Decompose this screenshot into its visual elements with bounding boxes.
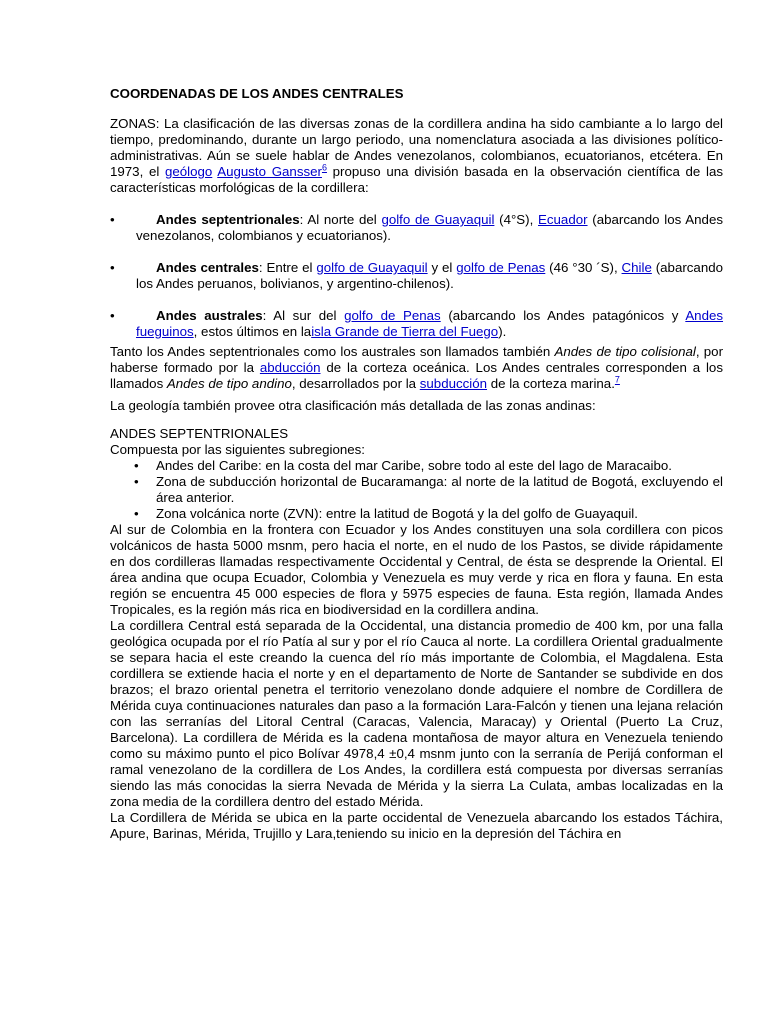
list-item (110, 458, 723, 474)
list-item (110, 506, 723, 522)
zone-text: (46 °30 ´S), (545, 260, 622, 275)
list-item-australes (110, 308, 723, 340)
document-title: COORDENADAS DE LOS ANDES CENTRALES (110, 86, 404, 101)
link-golfo-guayaquil[interactable]: golfo de Guayaquil (316, 260, 428, 275)
document-body (110, 86, 723, 842)
link-golfo-penas[interactable]: golfo de Penas (344, 308, 441, 323)
intro-text-3: propuso una división basada en la observación científica de las características morfológicas de la cordillera: (110, 164, 723, 195)
bullet-marker: • (110, 260, 115, 275)
footnote-ref-6[interactable]: 6 (321, 162, 327, 173)
zone-name: Andes septentrionales (156, 212, 300, 227)
para-text: de la corteza oceánica. Los Andes centrales corresponden a los llamados (110, 360, 723, 391)
body-paragraph: Al sur de Colombia en la frontera con Ecuador y los Andes constituyen una sola cordillera con picos volcánicos de hasta 5000 msnm, pero hacia el norte, en el nudo de los Pastos, se divide rápidamente en dos cordilleras llamadas respectivamente Occidental y Central, de ésta se desprende la Oriental. El área andina que ocupa Ecuador, Colombia y Venezuela es muy verde y rica en flora y fauna. En esta región se encuentra 45 000 especies de flora y 5975 especies de fauna. Esta región, llamada Andes Tropicales, es la región más rica en biodiversidad en la cordillera andina. (110, 522, 723, 617)
zone-name: Andes centrales (156, 260, 259, 275)
list-item-septentrionales (110, 212, 723, 244)
link-golfo-guayaquil[interactable]: golfo de Guayaquil (381, 212, 495, 227)
intro-paragraph (110, 116, 723, 196)
zone-text: (4°S), (494, 212, 539, 227)
section-intro: Compuesta por las siguientes subregiones: (110, 442, 366, 457)
para-italic: Andes de tipo andino (166, 376, 292, 391)
link-geologo[interactable]: geólogo (164, 164, 213, 179)
zone-text: : Al norte del (299, 212, 382, 227)
section-heading-septentrionales: ANDES SEPTENTRIONALES (110, 426, 289, 441)
footnote-ref-7[interactable]: 7 (614, 374, 620, 385)
subregions-list (110, 458, 723, 522)
zone-text: , estos últimos en la (193, 324, 312, 339)
link-andes-fueguinos[interactable]: Andes fueguinos (136, 308, 724, 339)
link-augusto-gansser[interactable]: Augusto Gansser (217, 164, 322, 179)
body-paragraph: La cordillera Central está separada de la Occidental, una distancia promedio de 400 km, por una falla geológica ocupada por el río Patía al sur y por el río Cauca al norte. La cordillera Oriental gradualmente se separa hacia el este creando la cuenca del río más importante de Colombia, el Magdalena. Esta cordillera se extiende hacia el norte y en el departamento de Norte de Santander se subdivide en dos brazos; el brazo oriental penetra el territorio venezolano donde adquiere el nombre de Cordillera de Mérida cuya continuaciones naturales dan paso a la formación Lara-Falcón y tienen una lejana relación con las serranías del Litoral Central (Caracas, Valencia, Maracay) y Oriental (Puerto La Cruz, Barcelona). La cordillera de Mérida es la cadena montañosa de mayor altura en Venezuela teniendo como su máximo punto el pico Bolívar 4978,4 ±0,4 msnm junto con la serranía de Perijá conforman el ramal venezolano de la cordillera de Los Andes, la cordillera está compuesta por diversas serranías siendo las más conocidas la sierra Nevada de Mérida y la sierra La Culata, ambas localizadas en la zona media de la cordillera dentro del estado Mérida. (110, 618, 723, 809)
bullet-marker: • (134, 474, 139, 489)
subregion-text: Zona de subducción horizontal de Bucaramanga: al norte de la latitud de Bogotá, excluyendo el área anterior. (156, 474, 723, 505)
para-italic: Andes de tipo colisional (554, 344, 696, 359)
para-text: de la corteza marina. (487, 376, 615, 391)
geologia-paragraph: La geología también provee otra clasificación más detallada de las zonas andinas: (110, 398, 596, 413)
para-text: Tanto los Andes septentrionales como los australes son llamados también (110, 344, 555, 359)
zone-text: ). (498, 324, 507, 339)
para-text: , desarrollados por la (291, 376, 420, 391)
body-paragraph: La Cordillera de Mérida se ubica en la parte occidental de Venezuela abarcando los estados Táchira, Apure, Barinas, Mérida, Trujillo y Lara,teniendo su inicio en la depresión del Táchira en (110, 810, 723, 841)
list-item-centrales (110, 260, 723, 292)
link-golfo-penas[interactable]: golfo de Penas (456, 260, 546, 275)
bullet-marker: • (110, 308, 115, 323)
subregion-text: Zona volcánica norte (ZVN): entre la latitud de Bogotá y la del golfo de Guayaquil. (156, 506, 638, 521)
list-item (110, 474, 723, 506)
zone-text: (abarcando los Andes peruanos, bolivianos, y argentino-chilenos). (136, 260, 724, 291)
para-text: , por haberse formado por la (110, 344, 723, 375)
zone-text: (abarcando los Andes venezolanos, colombianos y ecuatorianos). (136, 212, 723, 243)
bullet-marker: • (134, 506, 139, 521)
tipo-paragraph (110, 344, 723, 392)
zone-name: Andes australes (156, 308, 263, 323)
link-abduccion[interactable]: abducción (259, 360, 321, 375)
subregion-text: Andes del Caribe: en la costa del mar Caribe, sobre todo al este del lago de Maracaibo. (156, 458, 672, 473)
zones-list (110, 212, 723, 340)
zone-text: : Al sur del (262, 308, 345, 323)
link-isla-grande-tierra-del-fuego[interactable]: isla Grande de Tierra del Fuego (311, 324, 499, 339)
zone-text: : Entre el (258, 260, 317, 275)
link-chile[interactable]: Chile (621, 260, 652, 275)
bullet-marker: • (110, 212, 115, 227)
link-ecuador[interactable]: Ecuador (538, 212, 588, 227)
link-subduccion[interactable]: subducción (419, 376, 488, 391)
bullet-marker: • (134, 458, 139, 473)
zone-text: y el (427, 260, 457, 275)
zone-text: (abarcando los Andes patagónicos y (440, 308, 686, 323)
intro-text-1: ZONAS: La clasificación de las diversas zonas de la cordillera andina ha sido cambiante a lo largo del tiempo, predominando, durante un largo periodo, una nomenclatura asociada a las divisiones político-administrativas. Aún se suele hablar de Andes venezolanos, colombianos, ecuatorianos, etcétera. En 1973, el (110, 116, 723, 179)
